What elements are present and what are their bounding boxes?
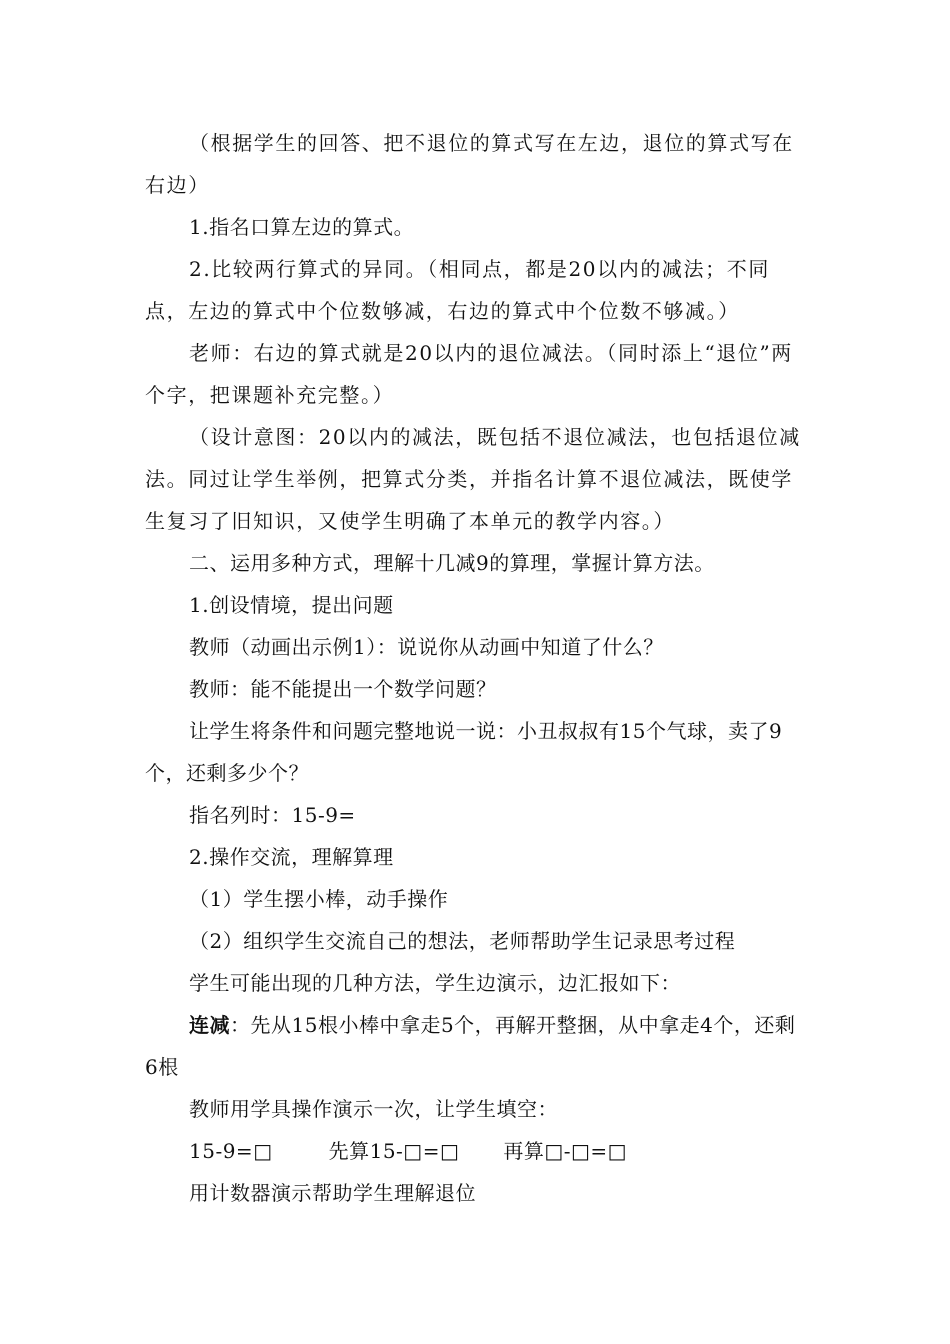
paragraph: 教师：能不能提出一个数学问题？ [189,677,497,701]
paragraph: （设计意图：20以内的减法，既包括不退位减法，也包括退位减法。同过让学生举例，把算式分类，并指名计算不退位减法，既使学生复习了旧知识，又使学生明确了本单元的教学内容。） [145,425,801,533]
paragraph: 1.指名口算左边的算式。 [189,215,415,239]
paragraph: 学生可能出现的几种方法，学生边演示，边汇报如下： [189,971,681,995]
fill-a: 15-9=□ [189,1139,273,1163]
lianjian-text: ：先从15根小棒中拿走5个，再解开整捆，从中拿走4个，还剩6根 [145,1013,796,1079]
paragraph: 2.操作交流，理解算理 [189,845,394,869]
lianjian-label: 连减 [189,1013,230,1037]
paragraph: 2.比较两行算式的异同。（相同点，都是20以内的减法；不同点，左边的算式中个位数够减，右边的算式中个位数不够减。） [145,257,770,323]
paragraph: 1.创设情境，提出问题 [189,593,394,617]
paragraph: 让学生将条件和问题完整地说一说：小丑叔叔有15个气球，卖了9个，还剩多少个？ [145,719,783,785]
paragraph: 指名列时：15-9= [189,803,356,827]
paragraph: 用计数器演示帮助学生理解退位 [189,1181,476,1205]
fill-in-line [145,1130,805,1172]
paragraph-lianjian [145,1004,805,1088]
paragraph: 教师用学具操作演示一次，让学生填空： [189,1097,558,1121]
fill-b: 先算15-□=□ [328,1139,460,1163]
document-page [145,122,805,1214]
paragraph: （根据学生的回答、把不退位的算式写在左边，退位的算式写在右边） [145,131,794,197]
fill-c: 再算□-□=□ [503,1139,628,1163]
section-heading: 二、运用多种方式，理解十几减9的算理，掌握计算方法。 [189,551,715,575]
paragraph: 老师：右边的算式就是20以内的退位减法。（同时添上“退位”两个字，把课题补充完整。） [145,341,793,407]
paragraph: （2）组织学生交流自己的想法，老师帮助学生记录思考过程 [189,929,736,953]
paragraph: （1）学生摆小棒，动手操作 [189,887,449,911]
paragraph: 教师（动画出示例1）：说说你从动画中知道了什么？ [189,635,664,659]
